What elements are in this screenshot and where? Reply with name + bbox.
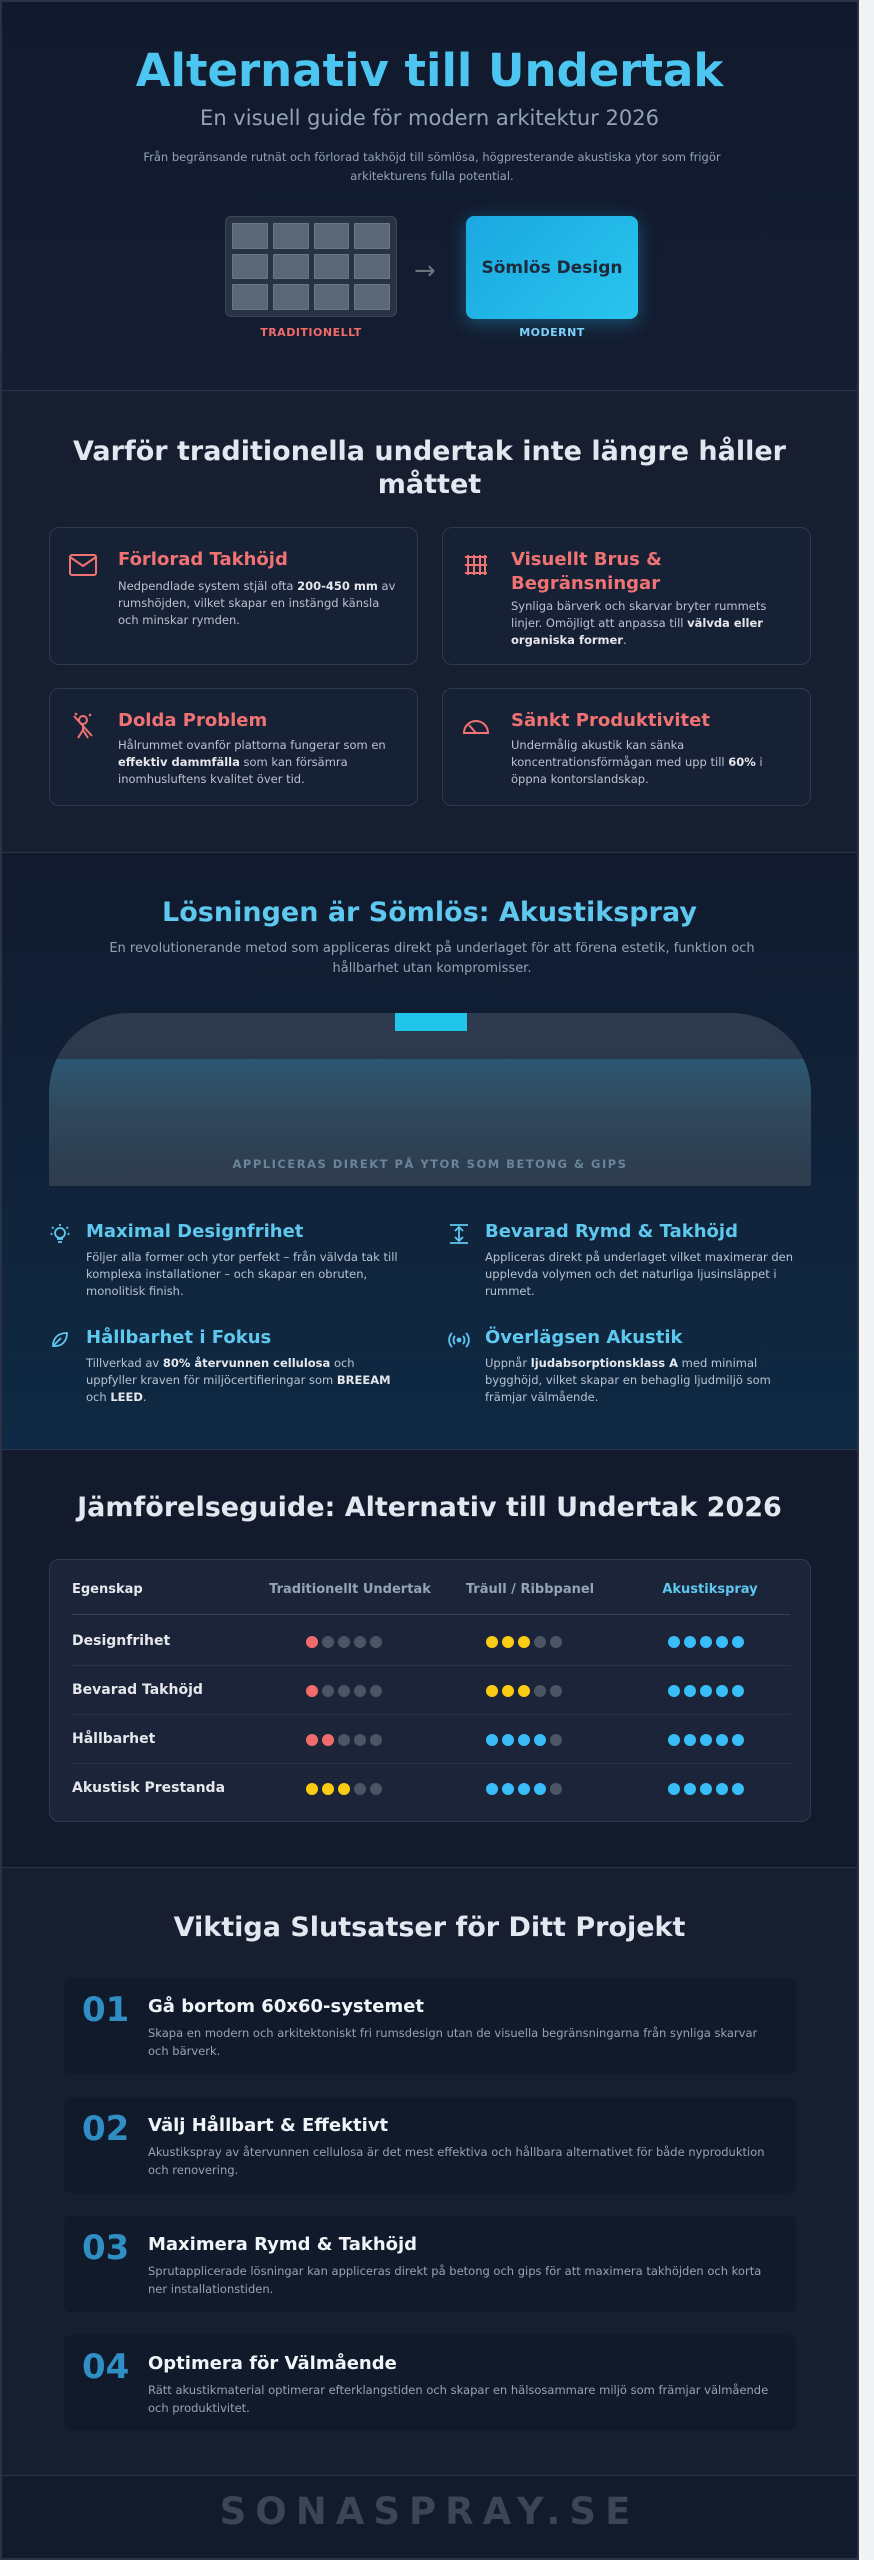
hero-title: Alternativ till Undertak — [135, 44, 724, 97]
label-traditional: TRADITIONELLT — [260, 326, 362, 339]
problem-card — [442, 688, 811, 806]
takeaway-number: 02 — [82, 2109, 130, 2149]
rating-dot-filled — [684, 1734, 696, 1746]
ceiling-illustration — [49, 1013, 811, 1186]
column-header: Egenskap — [72, 1582, 143, 1597]
takeaway-text: Sprutapplicerade lösningar kan appliceras direkt på betong och gips för att maximera takhöjden och korta ner installationstiden. — [148, 2264, 762, 2296]
arrow-right-icon: → — [414, 256, 436, 286]
lightbulb-icon — [49, 1223, 71, 1245]
comparison-section — [2, 1450, 857, 1867]
takeaway-title: Maximera Rymd & Takhöjd — [148, 2234, 418, 2255]
comparison-table — [49, 1559, 811, 1822]
takeaway-number: 01 — [82, 1990, 130, 2030]
rating-dot-empty — [370, 1783, 382, 1795]
rating-dot-filled — [518, 1734, 530, 1746]
rating-dot-filled — [502, 1734, 514, 1746]
rating-dot-filled — [486, 1636, 498, 1648]
rating-dots-spray — [668, 1685, 744, 1697]
rating-dots-wood — [486, 1685, 562, 1697]
rating-dot-filled — [502, 1783, 514, 1795]
takeaway-number: 03 — [82, 2228, 130, 2268]
rating-dots-spray — [668, 1734, 744, 1746]
rating-dot-empty — [550, 1685, 562, 1697]
sound-waves-icon — [448, 1329, 470, 1351]
rating-dot-filled — [338, 1783, 350, 1795]
envelope-icon — [68, 550, 98, 580]
rating-dots-wood — [486, 1734, 562, 1746]
rating-dots-traditional — [306, 1685, 382, 1697]
rating-dot-filled — [732, 1685, 744, 1697]
rating-dot-empty — [534, 1636, 546, 1648]
problem-title: Visuellt Brus & Begränsningar — [511, 549, 662, 594]
rating-dots-spray — [668, 1783, 744, 1795]
rating-dot-empty — [354, 1685, 366, 1697]
rating-dots-traditional — [306, 1636, 382, 1648]
feature-title: Överlägsen Akustik — [485, 1327, 683, 1348]
rating-dots-wood — [486, 1783, 562, 1795]
takeaway-number: 04 — [82, 2347, 130, 2387]
takeaway-item — [64, 2097, 796, 2193]
traditional-grid-illustration — [225, 216, 397, 317]
gauge-down-icon — [461, 711, 491, 741]
row-label: Designfrihet — [72, 1633, 171, 1649]
rating-dot-filled — [518, 1783, 530, 1795]
rating-dot-filled — [700, 1734, 712, 1746]
takeaway-text: Rätt akustikmaterial optimerar efterklangstiden och skapar en hälsosammare miljö som främjar välmående och produktivitet. — [148, 2383, 769, 2415]
rating-dot-empty — [550, 1636, 562, 1648]
feature-text: Uppnår ljudabsorptionsklass A med minimal bygghöjd, vilket skapar en behaglig ljudmiljö som främjar välmående. — [485, 1356, 771, 1404]
modern-seamless-box: Sömlös Design — [466, 216, 638, 319]
feature-title: Maximal Designfrihet — [86, 1221, 304, 1242]
rating-dot-filled — [668, 1685, 680, 1697]
table-row — [50, 1617, 810, 1666]
rating-dot-filled — [732, 1734, 744, 1746]
feature-text: Följer alla former och ytor perfekt – från välvda tak till komplexa installationer – och skapar en obruten, monolitisk finish. — [86, 1250, 398, 1298]
rating-dot-empty — [338, 1636, 350, 1648]
rating-dot-filled — [668, 1734, 680, 1746]
problem-card — [442, 527, 811, 665]
rating-dot-filled — [486, 1685, 498, 1697]
illustration-label: APPLICERAS DIREKT PÅ YTOR SOM BETONG & GIPS — [232, 1157, 628, 1171]
problems-title: Varför traditionella undertak inte längre håller måttet — [73, 436, 786, 500]
table-row — [50, 1715, 810, 1764]
rating-dot-empty — [370, 1685, 382, 1697]
rating-dot-empty — [550, 1734, 562, 1746]
rating-dot-filled — [668, 1783, 680, 1795]
rating-dot-filled — [684, 1783, 696, 1795]
problem-text: Undermålig akustik kan sänka koncentrationsförmågan med upp till 60% i öppna kontorslandskap. — [511, 738, 763, 786]
solution-title: Lösningen är Sömlös: Akustikspray — [162, 897, 697, 928]
takeaway-title: Gå bortom 60x60-systemet — [148, 1996, 425, 2017]
rating-dot-empty — [338, 1685, 350, 1697]
takeaway-text: Skapa en modern och arkitektoniskt fri rumsdesign utan de visuella begränsningarna från synliga skarvar och bärverk. — [148, 2026, 758, 2058]
rating-dot-empty — [550, 1783, 562, 1795]
takeaways-section — [2, 1868, 857, 2475]
takeaways-title: Viktiga Slutsatser för Ditt Projekt — [173, 1912, 686, 1943]
problem-card — [49, 527, 418, 665]
rating-dots-traditional — [306, 1783, 382, 1795]
rating-dot-filled — [322, 1783, 334, 1795]
rating-dot-empty — [534, 1685, 546, 1697]
problem-card — [49, 688, 418, 806]
hero-section — [2, 2, 857, 390]
rating-dot-filled — [502, 1636, 514, 1648]
feature-title: Hållbarhet i Fokus — [86, 1327, 272, 1348]
rating-dot-filled — [306, 1734, 318, 1746]
spray-hidden-icon — [68, 711, 98, 741]
takeaway-title: Välj Hållbart & Effektivt — [148, 2115, 389, 2136]
rating-dots-traditional — [306, 1734, 382, 1746]
rating-dot-filled — [486, 1734, 498, 1746]
feature-text: Appliceras direkt på underlaget vilket maximerar den upplevda volymen och det naturliga ljusinsläppet i rummet. — [485, 1250, 794, 1298]
rating-dot-filled — [732, 1783, 744, 1795]
rating-dot-filled — [668, 1636, 680, 1648]
rating-dot-filled — [518, 1636, 530, 1648]
rating-dots-spray — [668, 1636, 744, 1648]
problem-text: Synliga bärverk och skarvar bryter rummets linjer. Omöjligt att anpassa till välvda eller organiska former. — [511, 599, 767, 647]
takeaway-item — [64, 2335, 796, 2431]
feature-text: Tillverkad av 80% återvunnen cellulosa och uppfyller kraven för miljöcertifieringar som BREEAM och LEED. — [86, 1356, 391, 1404]
problem-title: Förlorad Takhöjd — [118, 549, 288, 570]
rating-dot-filled — [716, 1783, 728, 1795]
column-header: Traditionellt Undertak — [269, 1582, 431, 1597]
rating-dot-filled — [534, 1783, 546, 1795]
rating-dot-filled — [322, 1734, 334, 1746]
takeaway-item — [64, 2216, 796, 2312]
takeaway-item — [64, 1978, 796, 2074]
rating-dot-filled — [306, 1783, 318, 1795]
rating-dots-wood — [486, 1636, 562, 1648]
rating-dot-filled — [486, 1783, 498, 1795]
leaf-recycle-icon — [49, 1329, 71, 1351]
comparison-title: Jämförelseguide: Alternativ till Undertak 2026 — [77, 1492, 782, 1523]
solution-description: En revolutionerande metod som appliceras direkt på underlaget för att förena estetik, funktion och hållbarhet utan kompromisser. — [109, 941, 755, 976]
problem-text: Nedpendlade system stjäl ofta 200-450 mm av rumshöjden, vilket skapar en instängd känsla och minskar rymden. — [118, 579, 396, 627]
rating-dot-filled — [716, 1734, 728, 1746]
footer — [2, 2476, 857, 2560]
column-header: Träull / Ribbpanel — [465, 1582, 595, 1597]
brand-logo-text: SONASPRAY.SE — [219, 2490, 640, 2533]
rating-dot-empty — [338, 1734, 350, 1746]
rating-dot-filled — [700, 1685, 712, 1697]
rating-dot-filled — [700, 1783, 712, 1795]
grid-barrier-icon — [461, 550, 491, 580]
table-header — [50, 1582, 810, 1606]
solution-section — [2, 853, 857, 1449]
takeaway-title: Optimera för Välmående — [148, 2353, 397, 2374]
problem-title: Dolda Problem — [118, 710, 268, 731]
rating-dot-filled — [700, 1636, 712, 1648]
rating-dot-filled — [716, 1636, 728, 1648]
column-header: Akustikspray — [662, 1582, 758, 1597]
rating-dot-empty — [322, 1685, 334, 1697]
rating-dot-filled — [534, 1734, 546, 1746]
spray-nozzle — [395, 1013, 467, 1031]
rating-dot-empty — [354, 1783, 366, 1795]
table-row — [50, 1764, 810, 1813]
rating-dot-empty — [370, 1734, 382, 1746]
height-arrows-icon — [448, 1223, 470, 1245]
rating-dot-filled — [306, 1636, 318, 1648]
row-label: Bevarad Takhöjd — [72, 1682, 203, 1698]
rating-dot-empty — [370, 1636, 382, 1648]
problem-text: Hålrummet ovanför plattorna fungerar som en effektiv dammfälla som kan försämra inomhusluftens kvalitet över tid. — [118, 738, 386, 786]
rating-dot-filled — [306, 1685, 318, 1697]
rating-dot-filled — [518, 1685, 530, 1697]
rating-dot-filled — [684, 1685, 696, 1697]
rating-dot-filled — [732, 1636, 744, 1648]
table-row — [50, 1666, 810, 1715]
hero-description: Från begränsande rutnät och förlorad takhöjd till sömlösa, högpresterande akustiska ytor som frigör arkitekturens fulla potential. — [143, 150, 721, 183]
label-modern: MODERNT — [519, 326, 585, 339]
problem-title: Sänkt Produktivitet — [511, 710, 710, 731]
row-label: Hållbarhet — [72, 1731, 156, 1747]
rating-dot-empty — [354, 1636, 366, 1648]
problems-section — [2, 391, 857, 852]
rating-dot-filled — [716, 1685, 728, 1697]
feature-title: Bevarad Rymd & Takhöjd — [485, 1221, 738, 1242]
rating-dot-filled — [502, 1685, 514, 1697]
rating-dot-empty — [322, 1636, 334, 1648]
rating-dot-empty — [354, 1734, 366, 1746]
rating-dot-filled — [684, 1636, 696, 1648]
hero-subtitle: En visuell guide för modern arkitektur 2026 — [200, 106, 659, 130]
takeaway-text: Akustikspray av återvunnen cellulosa är det mest effektiva och hållbara alternativet för både nyproduktion och renovering. — [148, 2145, 765, 2177]
row-label: Akustisk Prestanda — [72, 1780, 226, 1796]
